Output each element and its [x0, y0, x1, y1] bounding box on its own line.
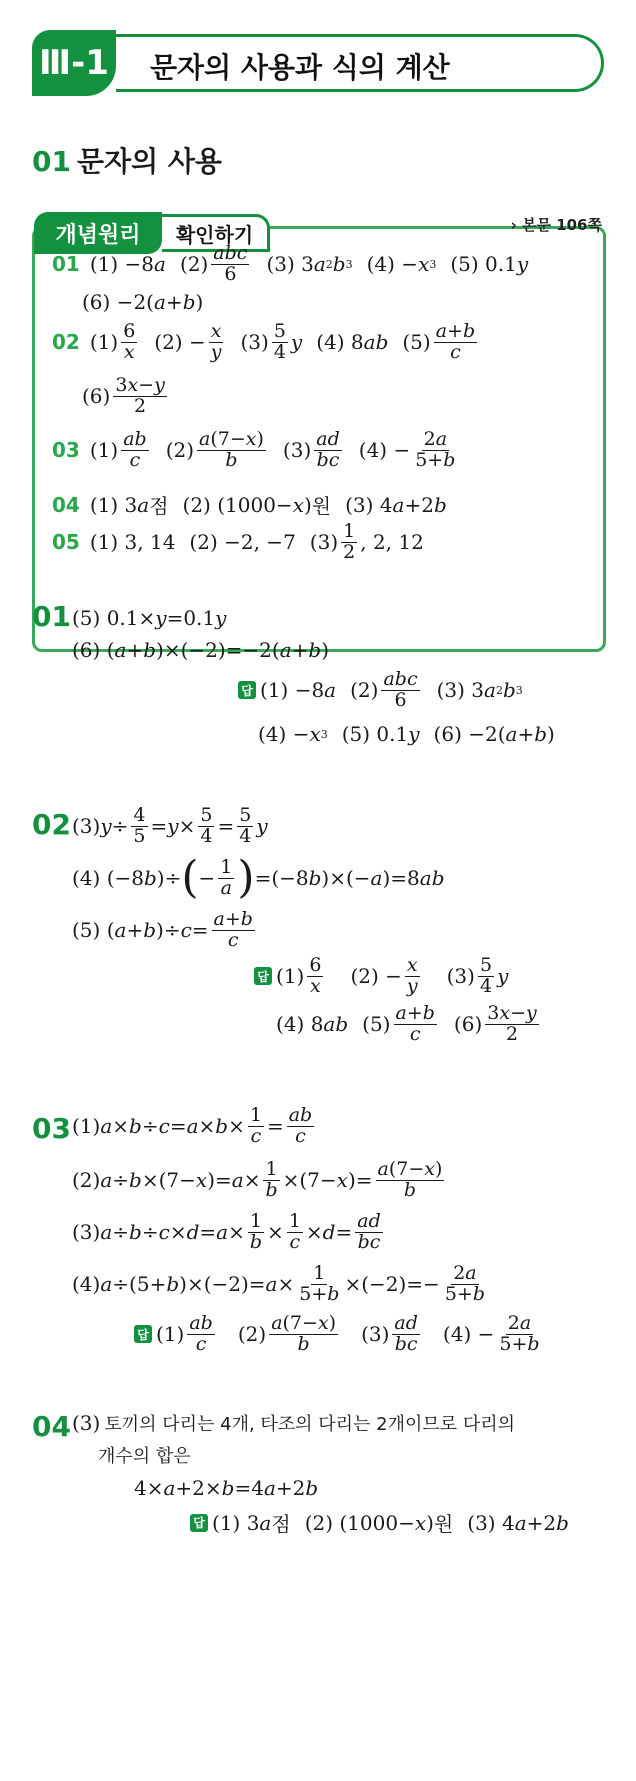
unit-won: 원 — [433, 1512, 454, 1536]
answer-icon: 답 — [190, 1514, 208, 1532]
sol02-line4: (4) (−8 b )÷ ( − $\frac{1}{a}$ ) =(−8 b )×(− a )=8 ab — [72, 852, 445, 903]
sol02-line3: (3) y ÷ $\frac{4}{5}$ = y × $\frac{5}{4}$ = $\frac{5}{4}$ y — [72, 804, 268, 847]
answer-icon: 답 — [238, 681, 256, 699]
section-number: 01 — [32, 145, 71, 178]
sol03-answer: 답 (1) $\frac{ab}{c}$ (2) $\frac{a(7-x)}{b}$ (3) $\frac{ad}{bc}$ (4) − $\frac{2a}{5+b}$ — [134, 1314, 559, 1355]
answer-icon: 답 — [134, 1325, 152, 1343]
sol03-line4: (4) a ÷(5+ b )×(−2)= a × $\frac{1}{5+b}$ ×(−2)=− $\frac{2a}{5+b}$ — [72, 1262, 485, 1305]
sol03-line2: (2) a ÷ b ×(7− x )= a × $\frac{1}{b}$ ×(7− x )= $\frac{a(7-x)}{b}$ — [72, 1158, 443, 1201]
sol04-line3: 4× a +2× b =4 a +2 b — [134, 1476, 319, 1500]
sol04-line1: (3) 토끼의 다리는 4개, 타조의 다리는 2개이므로 다리의 — [72, 1411, 516, 1435]
sol04-line2 — [98, 1442, 191, 1468]
solution-number-01: 01 — [32, 600, 71, 633]
solution-number-03: 03 — [32, 1112, 71, 1145]
check-tab: 확인하기 — [162, 214, 270, 252]
question-number: 05 — [52, 530, 80, 555]
sol01-answer-b: (4) − x 3 (5) 0.1 y (6) −2( a + b ) — [258, 722, 555, 746]
sol02-answer: 답 (1) $\frac{6}{x}$ (2) − $\frac{x}{y}$ (3) $\frac{5}{4}$ y — [254, 956, 522, 997]
section-title — [32, 140, 222, 180]
answer-row-04: 04 (1) 3 a 점 (2) (1000− x ) 원 (3) 4 a +2 b — [52, 490, 461, 519]
page-reference: › 본문 106쪽 — [510, 216, 602, 234]
solution-number-04: 04 — [32, 1410, 71, 1443]
unit-jeom: 점 — [149, 494, 169, 518]
question-number: 02 — [52, 330, 80, 355]
answer-row-01b: (6) −2( a + b ) — [82, 290, 204, 314]
sol02-answer-b: (4) 8 ab (5) $\frac{a+b}{c}$ (6) $\frac{3x-y}{2}$ — [276, 1002, 537, 1045]
unit-jeom: 점 — [271, 1512, 291, 1536]
answer-row-03: 03 (1) $\frac{ab}{c}$ (2) $\frac{a(7-x)}{b}$ (3) $\frac{ad}{bc}$ (4) − $\frac{2a}{5+b}$ — [52, 428, 456, 471]
sol01-answer: 답 (1) −8 a (2) $\frac{\text{abc}}{6}$ (3) 3 a 2 b 3 — [238, 670, 537, 711]
question-number: 01 — [52, 252, 80, 277]
sol04-text1: 토끼의 다리는 4개, 타조의 다리는 2개이므로 다리의 — [104, 1414, 516, 1435]
sol03-line3: (3) a ÷ b ÷ c × d = a × $\frac{1}{b}$ × $\frac{1}{c}$ × d = $\frac{ad}{bc}$ — [72, 1210, 381, 1253]
unit-won: 원 — [311, 494, 332, 518]
question-number: 04 — [52, 492, 80, 517]
section-heading: 문자의 사용 — [76, 145, 222, 178]
answer-row-02b: (6) $\frac{3x-y}{2}$ — [82, 374, 165, 417]
sol03-line1: (1) a × b ÷ c = a × b × $\frac{1}{c}$ = $\frac{ab}{c}$ — [72, 1104, 313, 1147]
answer-row-01: 01 (1) −8 a (2) $\frac{\text{abc}}{6}$ (3) 3 a 2 b 3 (4) − x 3 (5) 0.1 y — [52, 242, 529, 285]
sol04-text2: 개수의 합은 — [98, 1446, 191, 1467]
question-number: 03 — [52, 438, 80, 463]
answer-row-05: 05 (1) 3, 14 (2) −2, −7 (3) $\frac{1}{2}$ , 2, 12 — [52, 520, 424, 563]
chapter-badge: Ⅲ-1 — [32, 30, 116, 96]
sol01-line6: (6) ( a + b )×(−2)=−2( a + b ) — [72, 638, 330, 662]
sol04-answer: 답 (1) 3 a 점 (2) (1000− x ) 원 (3) 4 a +2 b — [190, 1508, 583, 1537]
page-reference-text: 본문 106쪽 — [521, 216, 602, 234]
sol02-line5: (5) ( a + b )÷ c = $\frac{a+b}{c}$ — [72, 908, 253, 951]
answer-row-02: 02 (1) $\frac{6}{x}$ (2) − $\frac{x}{y}$ (3) $\frac{5}{4}$ y (4) 8 ab (5) $\frac{a+b}{c}$ — [52, 320, 476, 363]
concept-tab: 개념원리 — [34, 212, 162, 254]
sol01-line5: (5) 0.1× y =0.1 y — [72, 606, 227, 630]
answer-icon: 답 — [254, 967, 272, 985]
page-title: 문자의 사용과 식의 계산 — [150, 51, 450, 84]
solution-number-02: 02 — [32, 808, 71, 841]
